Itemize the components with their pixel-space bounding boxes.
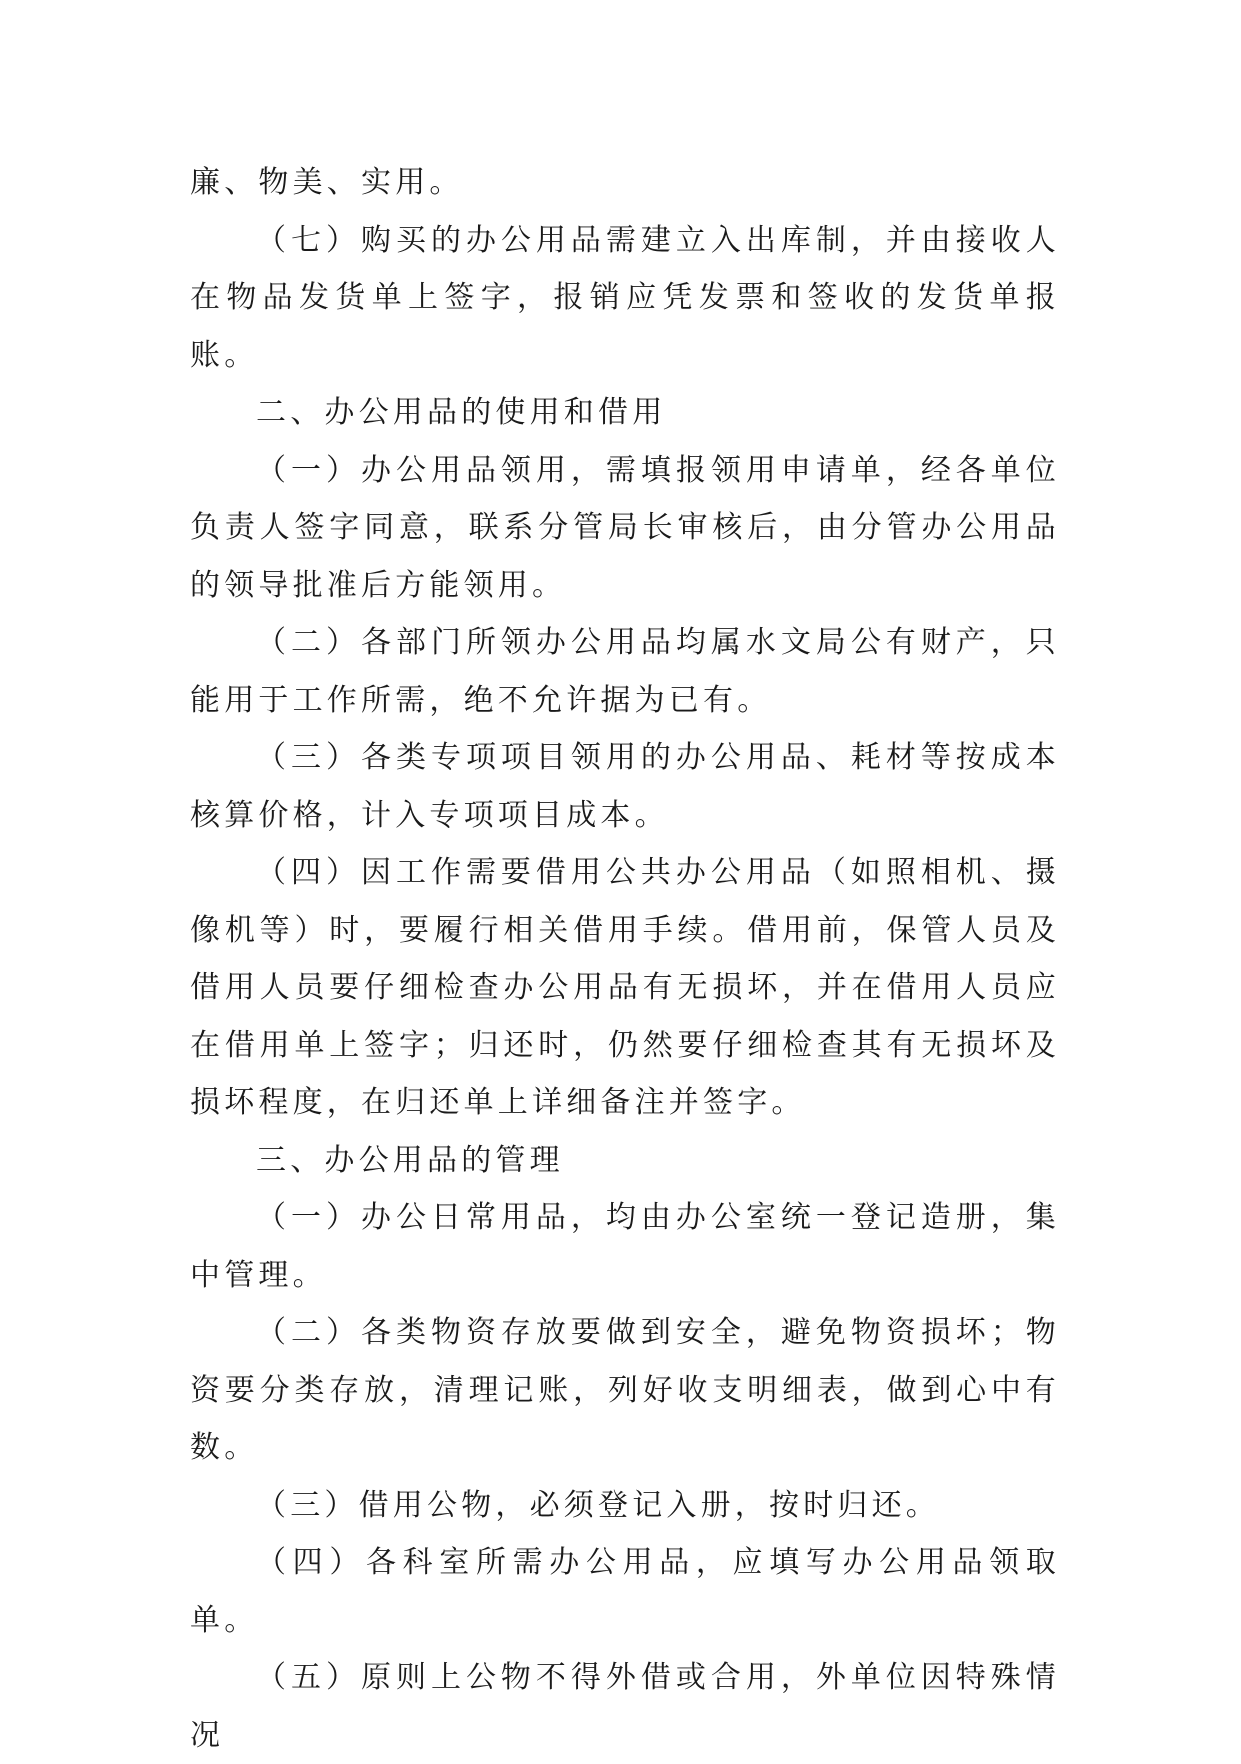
paragraph-item-7-purchase: （七）购买的办公用品需建立入出库制，并由接收人在物品发货单上签字，报销应凭发票和签收的发货单报账。	[190, 222, 1060, 373]
document-body	[190, 154, 1060, 1764]
paragraph-management-item-1: （一）办公日常用品，均由办公室统一登记造册，集中管理。	[190, 1200, 1060, 1293]
paragraph-usage-item-3: （三）各类专项项目领用的办公用品、耗材等按成本核算价格，计入专项项目成本。	[190, 740, 1060, 833]
paragraph-continuation: 廉、物美、实用。	[190, 165, 464, 200]
paragraph-management-item-2: （二）各类物资存放要做到安全，避免物资损坏；物资要分类存放，清理记账，列好收支明细表，做到心中有数。	[190, 1315, 1060, 1465]
paragraph-usage-item-1: （一）办公用品领用，需填报领用申请单，经各单位负责人签字同意，联系分管局长审核后，由分管办公用品的领导批准后方能领用。	[190, 452, 1060, 603]
section-heading-management: 三、办公用品的管理	[256, 1142, 564, 1178]
paragraph-management-item-3: （三）借用公物，必须登记入册，按时归还。	[256, 1487, 940, 1523]
paragraph-management-item-5: （五）原则上公物不得外借或合用，外单位因特殊情况	[190, 1660, 1060, 1753]
section-heading-usage-and-borrowing: 二、办公用品的使用和借用	[256, 395, 667, 430]
paragraph-management-item-4: （四）各科室所需办公用品，应填写办公用品领取单。	[190, 1545, 1060, 1638]
paragraph-usage-item-4: （四）因工作需要借用公共办公用品（如照相机、摄像机等）时，要履行相关借用手续。借用前，保管人员及借用人员要仔细检查办公用品有无损坏，并在借用人员应在借用单上签字；归还时，仍然要仔细检查其有无损坏及损坏程度，在归还单上详细备注并签字。	[190, 855, 1060, 1120]
paragraph-usage-item-2: （二）各部门所领办公用品均属水文局公有财产，只能用于工作所需，绝不允许据为已有。	[190, 625, 1060, 718]
